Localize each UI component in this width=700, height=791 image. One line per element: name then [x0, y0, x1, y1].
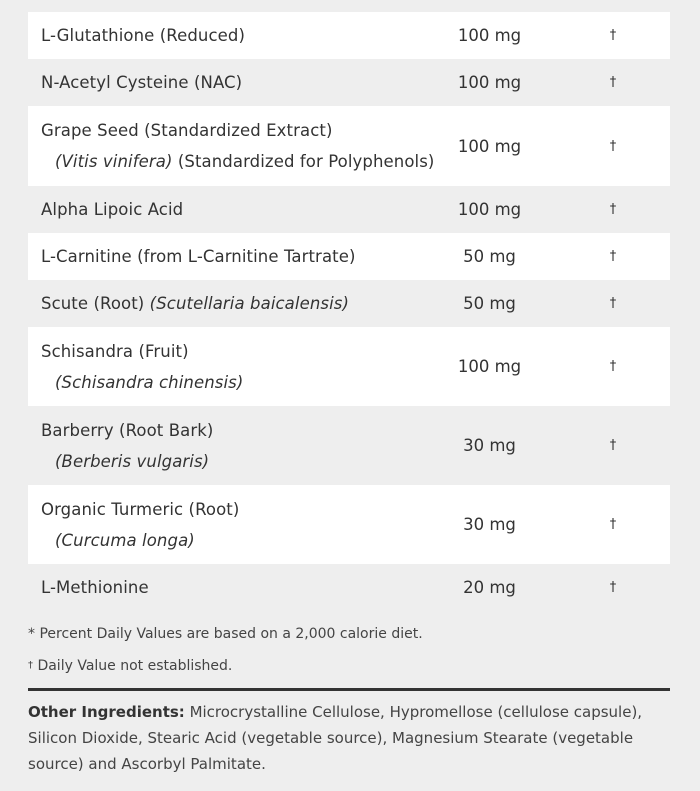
latin-name: (Scutellaria baicalensis)	[149, 294, 349, 313]
ingredient-amount: 50 mg	[463, 247, 516, 266]
ingredient-name: L-Carnitine (from L-Carnitine Tartrate)	[41, 247, 356, 266]
ingredient-row-methionine	[28, 564, 670, 611]
ingredient-name-block	[41, 494, 441, 556]
ingredient-row-schisandra	[28, 327, 670, 406]
daily-value-dagger: †	[609, 28, 617, 43]
daily-value-dagger: †	[609, 517, 617, 532]
ingredient-subtext	[41, 146, 441, 177]
dagger-mark: †	[28, 660, 33, 671]
latin-name: (Berberis vulgaris)	[55, 451, 210, 471]
ingredient-row-l-carnitine	[28, 233, 670, 280]
percent-daily-value-note: * Percent Daily Values are based on a 2,000 calorie diet.	[28, 626, 423, 642]
ingredient-row-nac	[28, 59, 670, 106]
ingredient-name-block	[41, 336, 441, 398]
ingredient-name: L-Methionine	[41, 578, 149, 597]
daily-value-dagger: †	[609, 296, 617, 311]
ingredient-name: Barberry (Root Bark)	[41, 420, 214, 440]
daily-value-dagger: †	[609, 580, 617, 595]
ingredient-name: Schisandra (Fruit)	[41, 341, 189, 361]
standardization-note: (Standardized for Polyphenols)	[172, 152, 435, 171]
ingredient-row-glutathione	[28, 12, 670, 59]
ingredient-name-block	[41, 415, 441, 477]
ingredient-amount: 100 mg	[457, 136, 522, 156]
ingredient-name: Scute (Root)	[41, 294, 150, 313]
ingredient-row-alpha-lipoic	[28, 186, 670, 233]
section-divider	[28, 688, 670, 691]
ingredient-row-turmeric	[28, 485, 670, 564]
ingredient-amount: 30 mg	[463, 515, 516, 534]
ingredient-row-grape-seed	[28, 106, 670, 186]
daily-value-dagger: †	[609, 138, 617, 154]
ingredient-amount: 30 mg	[463, 436, 516, 455]
ingredient-amount: 100 mg	[457, 200, 522, 219]
ingredient-amount: 20 mg	[463, 578, 516, 597]
ingredient-name-block	[41, 115, 441, 177]
other-ingredients-label: Other Ingredients:	[28, 703, 185, 721]
daily-value-dagger: †	[609, 249, 617, 264]
daily-value-dagger: †	[609, 75, 617, 90]
dagger-note-text: Daily Value not established.	[33, 658, 233, 674]
ingredient-amount: 100 mg	[457, 26, 522, 45]
ingredient-row-barberry	[28, 406, 670, 485]
ingredient-amount: 50 mg	[463, 294, 516, 313]
latin-name: (Schisandra chinensis)	[55, 372, 244, 392]
ingredient-row-scute	[28, 280, 670, 327]
other-ingredients	[28, 699, 670, 777]
footnotes	[28, 622, 423, 686]
daily-value-dagger: †	[609, 438, 617, 453]
ingredient-amount: 100 mg	[457, 73, 522, 92]
ingredient-name: L-Glutathione (Reduced)	[41, 26, 246, 45]
supplement-facts-table	[28, 12, 670, 611]
latin-name: (Vitis vinifera)	[55, 152, 173, 171]
ingredient-name: Alpha Lipoic Acid	[41, 200, 184, 219]
daily-value-dagger: †	[609, 359, 617, 374]
other-ingredients-text: Microcrystalline Cellulose, Hypromellose (cellulose capsule), Silicon Dioxide, Stearic Acid (vegetable source), Magnesium Stearate (vegetable source) and Ascorbyl Palmitate.	[28, 703, 643, 773]
ingredient-name: N-Acetyl Cysteine (NAC)	[41, 73, 243, 92]
ingredient-name: Grape Seed (Standardized Extract)	[41, 121, 333, 140]
ingredient-name-block	[41, 288, 441, 319]
ingredient-name: Organic Turmeric (Root)	[41, 499, 240, 519]
daily-value-not-established-note	[28, 654, 423, 686]
ingredient-amount: 100 mg	[457, 357, 522, 376]
daily-value-dagger: †	[609, 202, 617, 217]
latin-name: (Curcuma longa)	[55, 530, 195, 550]
